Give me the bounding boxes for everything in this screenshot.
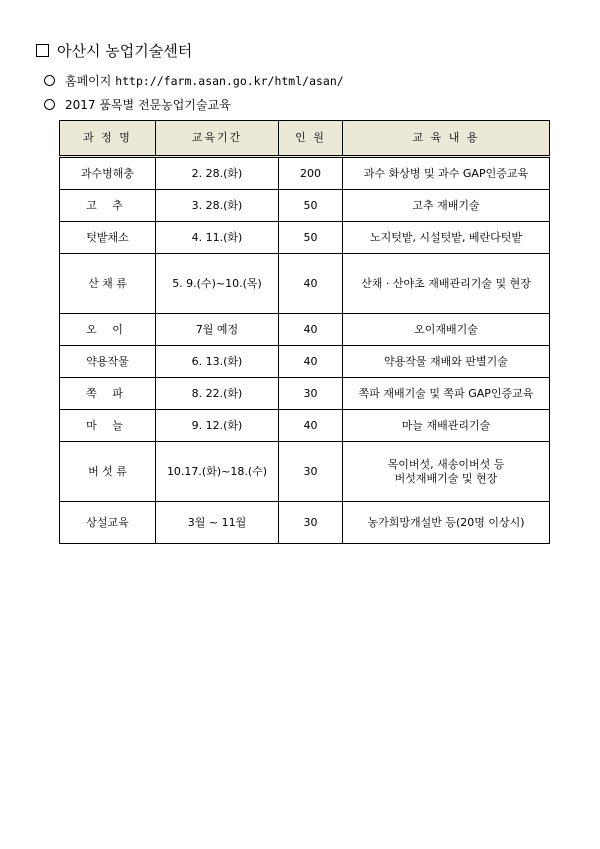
course-count: 50 bbox=[279, 222, 343, 254]
course-count: 40 bbox=[279, 314, 343, 346]
course-content-line: 목이버섯, 새송이버섯 등 bbox=[387, 457, 505, 471]
course-content: 약용작물 재배와 판별기술 bbox=[343, 346, 550, 378]
circle-bullet-icon bbox=[44, 99, 55, 110]
course-content: 마늘 재배관리기술 bbox=[343, 410, 550, 442]
table-row bbox=[60, 314, 550, 346]
course-period: 5. 9.(수)~10.(목) bbox=[156, 254, 279, 314]
table-row bbox=[60, 254, 550, 314]
course-period: 10.17.(화)~18.(수) bbox=[156, 442, 279, 502]
course-content-line: 버섯재배기술 및 현장 bbox=[394, 471, 498, 485]
table-row bbox=[60, 410, 550, 442]
course-period: 4. 11.(화) bbox=[156, 222, 279, 254]
course-period: 6. 13.(화) bbox=[156, 346, 279, 378]
page-heading bbox=[36, 40, 192, 61]
circle-bullet-icon bbox=[44, 75, 55, 86]
checkbox-square-icon bbox=[36, 44, 49, 57]
homepage-url[interactable]: http://farm.asan.go.kr/html/asan/ bbox=[115, 74, 344, 88]
table-row bbox=[60, 222, 550, 254]
course-content bbox=[343, 442, 550, 502]
course-period: 8. 22.(화) bbox=[156, 378, 279, 410]
table-row bbox=[60, 157, 550, 190]
course-name: 산 채 류 bbox=[60, 254, 156, 314]
course-name: 마 늘 bbox=[60, 410, 156, 442]
header-content: 교 육 내 용 bbox=[343, 121, 550, 157]
course-count: 30 bbox=[279, 502, 343, 544]
course-name: 쪽 파 bbox=[60, 378, 156, 410]
course-name: 고 추 bbox=[60, 190, 156, 222]
course-count: 40 bbox=[279, 346, 343, 378]
course-name: 텃밭채소 bbox=[60, 222, 156, 254]
course-content: 산채 · 산야초 재배관리기술 및 현장 bbox=[343, 254, 550, 314]
table-header-row bbox=[60, 121, 550, 157]
course-name: 상설교육 bbox=[60, 502, 156, 544]
course-table bbox=[59, 120, 550, 544]
program-line bbox=[44, 96, 231, 113]
course-name: 과수병해충 bbox=[60, 157, 156, 190]
course-period: 2. 28.(화) bbox=[156, 157, 279, 190]
course-name: 오 이 bbox=[60, 314, 156, 346]
program-title: 2017 품목별 전문농업기술교육 bbox=[65, 98, 231, 112]
table-row bbox=[60, 190, 550, 222]
homepage-label: 홈페이지 bbox=[65, 74, 112, 88]
table-row bbox=[60, 502, 550, 544]
course-count: 40 bbox=[279, 410, 343, 442]
course-count: 200 bbox=[279, 157, 343, 190]
course-period: 9. 12.(화) bbox=[156, 410, 279, 442]
course-period: 3. 28.(화) bbox=[156, 190, 279, 222]
course-period: 3월 ~ 11월 bbox=[156, 502, 279, 544]
table-row bbox=[60, 378, 550, 410]
course-content: 고추 재배기술 bbox=[343, 190, 550, 222]
course-content: 농가희망개설반 등(20명 이상시) bbox=[343, 502, 550, 544]
header-period: 교육기간 bbox=[156, 121, 279, 157]
course-content: 과수 화상병 및 과수 GAP인증교육 bbox=[343, 157, 550, 190]
heading-text: 아산시 농업기술센터 bbox=[57, 42, 193, 60]
course-content: 쪽파 재배기술 및 쪽파 GAP인증교육 bbox=[343, 378, 550, 410]
course-count: 30 bbox=[279, 378, 343, 410]
course-count: 30 bbox=[279, 442, 343, 502]
course-content: 노지텃밭, 시설텃밭, 베란다텃밭 bbox=[343, 222, 550, 254]
course-count: 40 bbox=[279, 254, 343, 314]
table-row bbox=[60, 442, 550, 502]
table-row bbox=[60, 346, 550, 378]
header-count: 인 원 bbox=[279, 121, 343, 157]
homepage-line bbox=[44, 72, 344, 89]
course-name: 버 섯 류 bbox=[60, 442, 156, 502]
header-course: 과 정 명 bbox=[60, 121, 156, 157]
course-period: 7월 예정 bbox=[156, 314, 279, 346]
course-count: 50 bbox=[279, 190, 343, 222]
course-content: 오이재배기술 bbox=[343, 314, 550, 346]
course-name: 약용작물 bbox=[60, 346, 156, 378]
